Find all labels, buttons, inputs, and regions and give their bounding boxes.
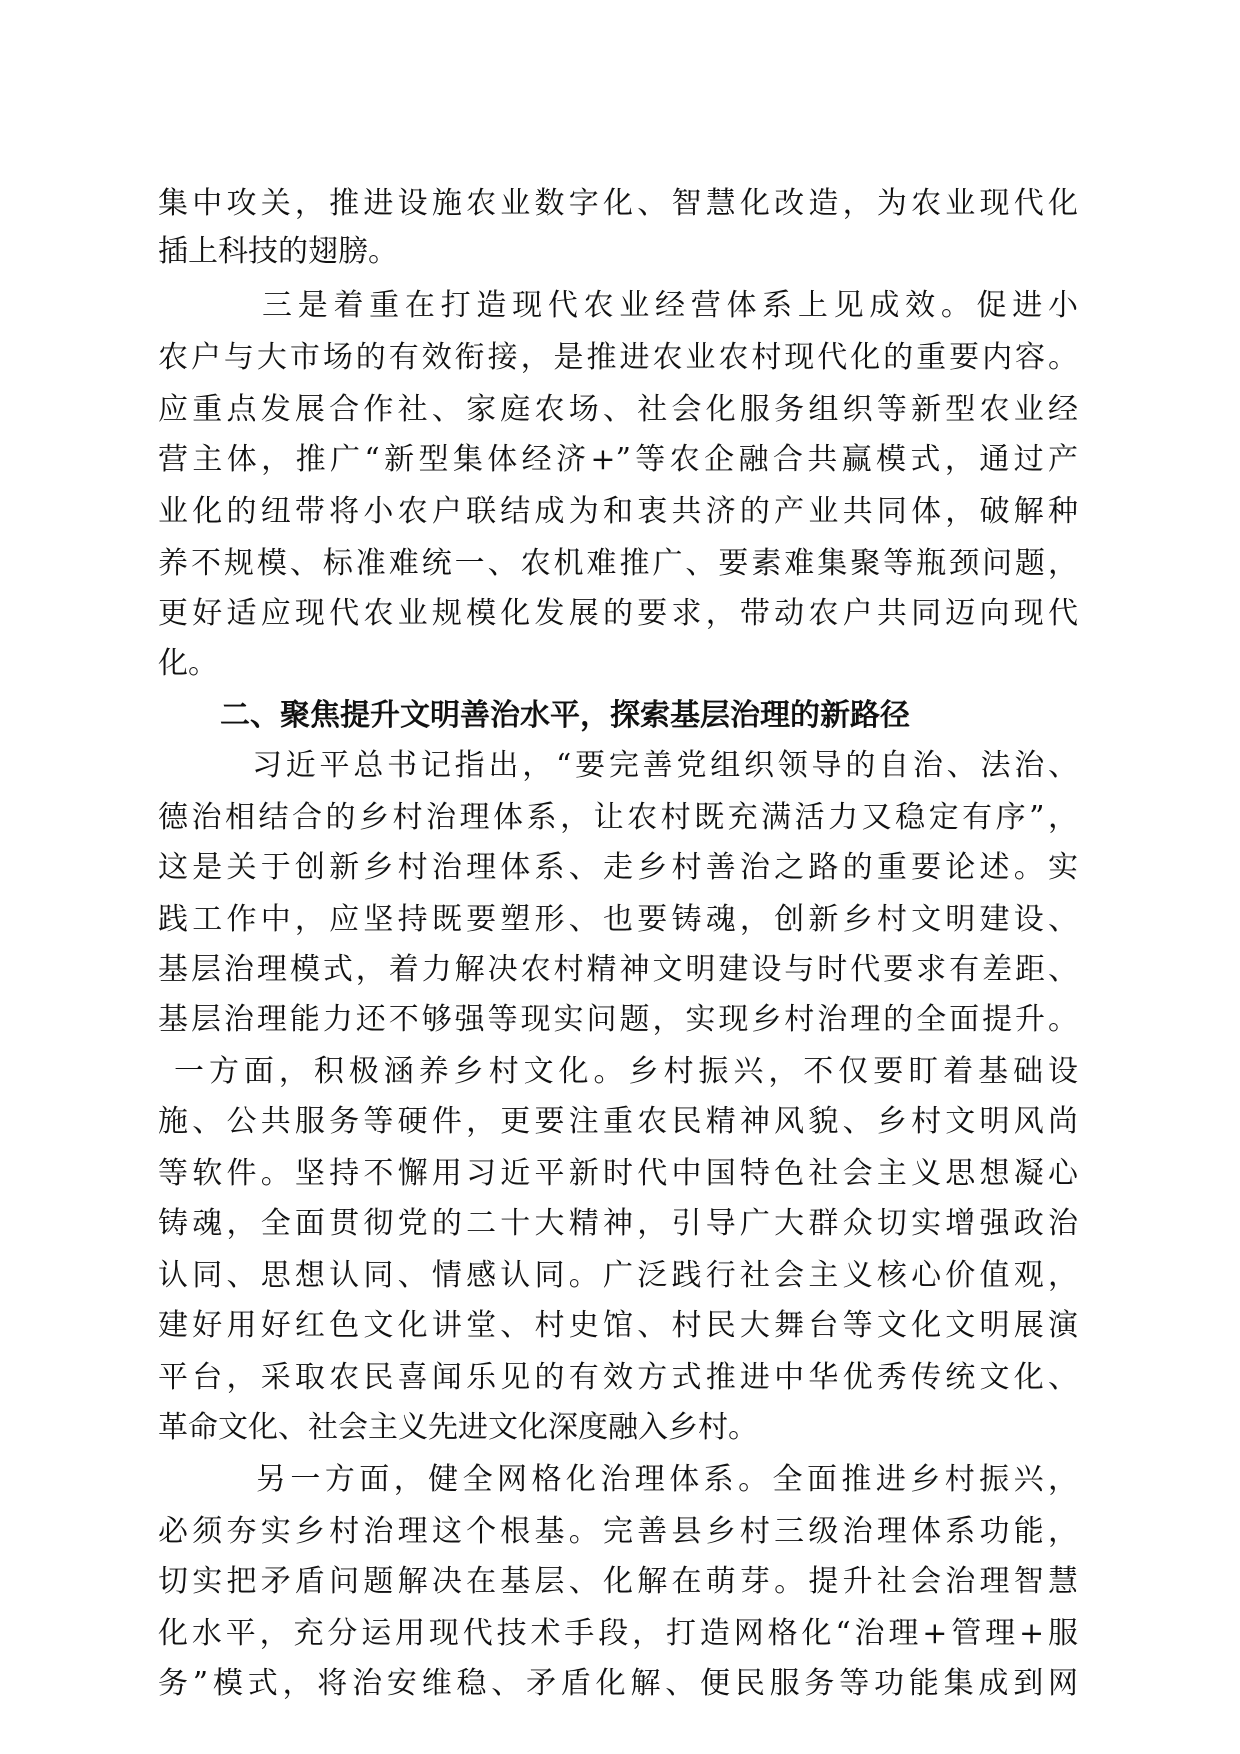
text-line: 切实把矛盾问题解决在基层、化解在萌芽。提升社会治理智慧 xyxy=(158,1564,1078,1599)
text-line: 革命文化、社会主义先进文化深度融入乡村。 xyxy=(158,1410,758,1445)
text-line: 德治相结合的乡村治理体系，让农村既充满活力又稳定有序”， xyxy=(158,800,1078,835)
text-line: 化。 xyxy=(158,646,218,681)
text-line: 等软件。坚持不懈用习近平新时代中国特色社会主义思想凝心 xyxy=(158,1156,1078,1191)
text-line: 施、公共服务等硬件，更要注重农民精神风貌、乡村文明风尚 xyxy=(158,1104,1078,1139)
text-line: 践工作中，应坚持既要塑形、也要铸魂，创新乡村文明建设、 xyxy=(158,902,1078,937)
text-line: 营主体，推广“新型集体经济+”等农企融合共赢模式，通过产 xyxy=(158,442,1078,477)
text-line: 这是关于创新乡村治理体系、走乡村善治之路的重要论述。实 xyxy=(158,850,1078,885)
text-line: 认同、思想认同、情感认同。广泛践行社会主义核心价值观， xyxy=(158,1258,1078,1293)
text-line: 平台，采取农民喜闻乐见的有效方式推进中华优秀传统文化、 xyxy=(158,1360,1078,1395)
text-line: 铸魂，全面贯彻党的二十大精神，引导广大群众切实增强政治 xyxy=(158,1206,1078,1241)
text-line: 必须夯实乡村治理这个根基。完善县乡村三级治理体系功能， xyxy=(158,1514,1078,1549)
section-heading: 二、聚焦提升文明善治水平，探索基层治理的新路径 xyxy=(220,698,910,733)
text-line: 基层治理模式，着力解决农村精神文明建设与时代要求有差距、 xyxy=(158,952,1078,987)
paragraph-first-line: 一方面，积极涵养乡村文化。乡村振兴，不仅要盯着基础设 xyxy=(174,1054,1078,1089)
text-line: 务”模式，将治安维稳、矛盾化解、便民服务等功能集成到网 xyxy=(158,1666,1078,1701)
text-line: 建好用好红色文化讲堂、村史馆、村民大舞台等文化文明展演 xyxy=(158,1308,1078,1343)
paragraph-first-line: 三是着重在打造现代农业经营体系上见成效。促进小 xyxy=(262,288,1078,323)
text-line: 养不规模、标准难统一、农机难推广、要素难集聚等瓶颈问题， xyxy=(158,546,1078,581)
text-line: 插上科技的翅膀。 xyxy=(158,234,398,269)
text-line: 集中攻关，推进设施农业数字化、智慧化改造，为农业现代化 xyxy=(158,186,1078,221)
paragraph-first-line: 另一方面，健全网格化治理体系。全面推进乡村振兴， xyxy=(256,1462,1078,1497)
text-line: 农户与大市场的有效衔接，是推进农业农村现代化的重要内容。 xyxy=(158,340,1078,375)
text-line: 更好适应现代农业规模化发展的要求，带动农户共同迈向现代 xyxy=(158,596,1078,631)
text-line: 化水平，充分运用现代技术手段，打造网格化“治理+管理+服 xyxy=(158,1616,1078,1651)
paragraph-first-line: 习近平总书记指出，“要完善党组织领导的自治、法治、 xyxy=(252,748,1078,783)
text-line: 基层治理能力还不够强等现实问题，实现乡村治理的全面提升。 xyxy=(158,1002,1078,1037)
text-line: 业化的纽带将小农户联结成为和衷共济的产业共同体，破解种 xyxy=(158,494,1078,529)
text-line: 应重点发展合作社、家庭农场、社会化服务组织等新型农业经 xyxy=(158,392,1078,427)
